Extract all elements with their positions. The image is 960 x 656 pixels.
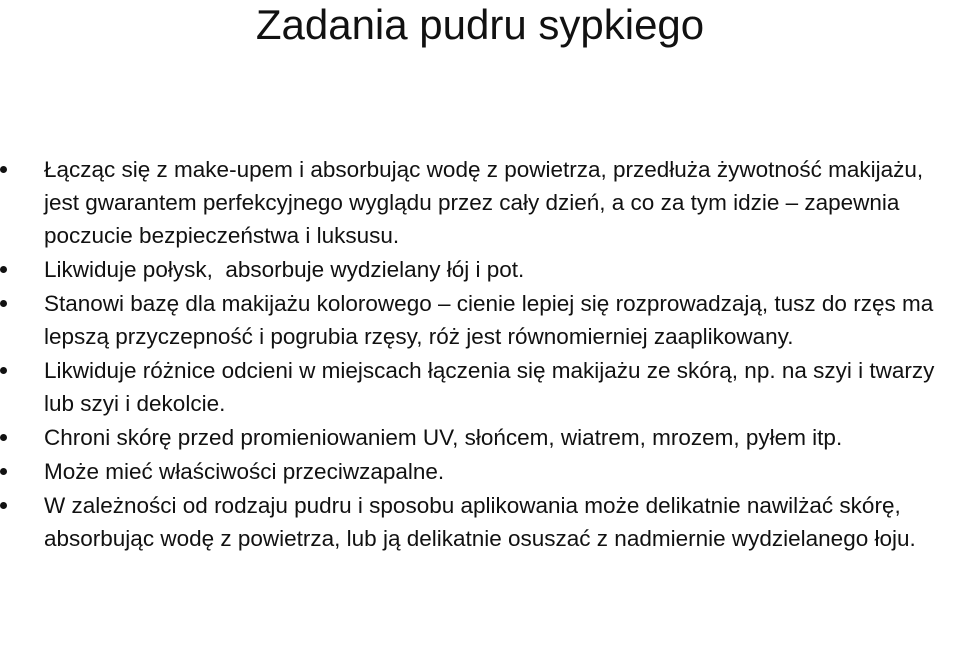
bullet-dot-icon xyxy=(0,166,7,173)
bullet-item xyxy=(0,455,960,488)
bullet-dot-icon xyxy=(0,468,7,475)
bullet-text: Łącząc się z make-upem i absorbując wodę z powietrza, przedłuża żywotność makijażu, jest gwarantem perfekcyjnego wyglądu przez cały dzień, a co za tym idzie – zapewnia poczucie bezpieczeństwa i luksusu. xyxy=(44,157,924,248)
bullet-text: Chroni skórę przed promieniowaniem UV, słońcem, wiatrem, mrozem, pyłem itp. xyxy=(44,425,843,450)
bullet-item xyxy=(0,253,960,286)
bullet-dot-icon xyxy=(0,367,7,374)
bullet-item xyxy=(0,153,960,252)
bullet-text: Likwiduje połysk, absorbuje wydzielany łój i pot. xyxy=(44,257,525,282)
bullet-item xyxy=(0,489,960,555)
slide-title: Zadania pudru sypkiego xyxy=(255,1,705,48)
bullet-text: Stanowi bazę dla makijażu kolorowego – cienie lepiej się rozprowadzają, tusz do rzęs ma lepszą przyczepność i pogrubia rzęsy, róż jest równomierniej zaaplikowany. xyxy=(44,291,934,349)
bullet-item xyxy=(0,354,960,420)
bullet-dot-icon xyxy=(0,300,7,307)
bullet-dot-icon xyxy=(0,434,7,441)
bullet-dot-icon xyxy=(0,266,7,273)
bullet-dot-icon xyxy=(0,502,7,509)
bullet-item xyxy=(0,287,960,353)
bullet-text: Może mieć właściwości przeciwzapalne. xyxy=(44,459,445,484)
bullet-list xyxy=(0,153,960,556)
bullet-item xyxy=(0,421,960,454)
bullet-text: Likwiduje różnice odcieni w miejscach łączenia się makijażu ze skórą, np. na szyi i twarzy lub szyi i dekolcie. xyxy=(44,358,935,416)
bullet-text: W zależności od rodzaju pudru i sposobu aplikowania może delikatnie nawilżać skórę, absorbując wodę z powietrza, lub ją delikatnie osuszać z nadmiernie wydzielanego łoju. xyxy=(44,493,916,551)
